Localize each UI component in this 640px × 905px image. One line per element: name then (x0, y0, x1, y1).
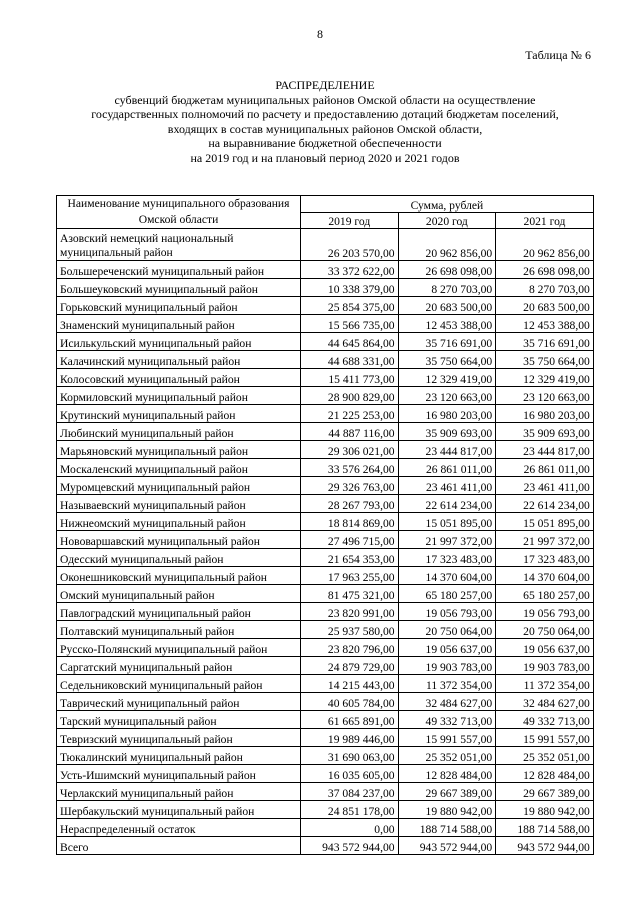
table-row (57, 405, 594, 423)
table-row (57, 315, 594, 333)
table-row (57, 819, 594, 837)
row-value-2020: 20 750 064,00 (398, 621, 496, 639)
row-value-2020: 19 903 783,00 (398, 657, 496, 675)
row-value-2020: 8 270 703,00 (398, 279, 496, 297)
row-value-2021: 26 861 011,00 (496, 459, 594, 477)
row-value-2020: 16 980 203,00 (398, 405, 496, 423)
table-row (57, 783, 594, 801)
row-name: Называевский муниципальный район (57, 495, 301, 513)
table-row (57, 369, 594, 387)
row-name: Любинский муниципальный район (57, 423, 301, 441)
row-value-2020: 15 051 895,00 (398, 513, 496, 531)
table-row (57, 711, 594, 729)
row-value-2019: 40 605 784,00 (301, 693, 399, 711)
row-value-2021: 188 714 588,00 (496, 819, 594, 837)
table-row (57, 459, 594, 477)
row-value-2021: 943 572 944,00 (496, 837, 594, 855)
row-value-2021: 19 903 783,00 (496, 657, 594, 675)
row-name: Тевризский муниципальный район (57, 729, 301, 747)
row-name: Русско-Полянский муниципальный район (57, 639, 301, 657)
table-label: Таблица № 6 (525, 48, 591, 62)
table-row (57, 567, 594, 585)
row-name: Всего (57, 837, 301, 855)
row-name: Муромцевский муниципальный район (57, 477, 301, 495)
row-value-2019: 16 035 605,00 (301, 765, 399, 783)
page-number: 8 (317, 27, 323, 41)
row-value-2020: 32 484 627,00 (398, 693, 496, 711)
header-name: Наименование муниципального образования Омской области (57, 196, 301, 229)
row-value-2019: 21 654 353,00 (301, 549, 399, 567)
table-row (57, 229, 594, 261)
table-row (57, 621, 594, 639)
row-value-2019: 29 306 021,00 (301, 441, 399, 459)
row-value-2020: 19 056 793,00 (398, 603, 496, 621)
row-value-2021: 19 056 793,00 (496, 603, 594, 621)
row-value-2019: 31 690 063,00 (301, 747, 399, 765)
row-value-2019: 24 851 178,00 (301, 801, 399, 819)
row-name: Одесский муниципальный район (57, 549, 301, 567)
row-value-2021: 19 056 637,00 (496, 639, 594, 657)
row-value-2021: 12 329 419,00 (496, 369, 594, 387)
row-name: Саргатский муниципальный район (57, 657, 301, 675)
row-name: Омский муниципальный район (57, 585, 301, 603)
table-row (57, 603, 594, 621)
row-value-2020: 15 991 557,00 (398, 729, 496, 747)
table-row (57, 531, 594, 549)
table-row (57, 387, 594, 405)
row-value-2020: 25 352 051,00 (398, 747, 496, 765)
header-year-2020: 2020 год (398, 212, 496, 229)
row-value-2020: 65 180 257,00 (398, 585, 496, 603)
row-name: Калачинский муниципальный район (57, 351, 301, 369)
title-line: на 2019 год и на плановый период 2020 и 2021 годов (190, 150, 460, 165)
row-value-2020: 49 332 713,00 (398, 711, 496, 729)
row-name: Марьяновский муниципальный район (57, 441, 301, 459)
title-line: входящих в состав муниципальных районов Омской области, (167, 121, 483, 136)
document-title (40, 78, 610, 166)
row-value-2019: 0,00 (301, 819, 399, 837)
table-row (57, 351, 594, 369)
row-value-2020: 20 962 856,00 (398, 229, 496, 261)
title-line: на выравнивание бюджетной обеспеченности (208, 136, 442, 151)
table-row (57, 477, 594, 495)
row-value-2021: 25 352 051,00 (496, 747, 594, 765)
row-value-2020: 14 370 604,00 (398, 567, 496, 585)
row-name: Колосовский муниципальный район (57, 369, 301, 387)
row-value-2021: 12 453 388,00 (496, 315, 594, 333)
row-value-2020: 22 614 234,00 (398, 495, 496, 513)
row-value-2019: 19 989 446,00 (301, 729, 399, 747)
table-row (57, 549, 594, 567)
row-value-2019: 24 879 729,00 (301, 657, 399, 675)
row-name: Тарский муниципальный район (57, 711, 301, 729)
row-value-2021: 35 909 693,00 (496, 423, 594, 441)
row-value-2021: 21 997 372,00 (496, 531, 594, 549)
row-value-2021: 22 614 234,00 (496, 495, 594, 513)
row-value-2019: 21 225 253,00 (301, 405, 399, 423)
row-name: Нераспределенный остаток (57, 819, 301, 837)
row-value-2020: 12 453 388,00 (398, 315, 496, 333)
row-value-2020: 23 444 817,00 (398, 441, 496, 459)
row-value-2020: 19 056 637,00 (398, 639, 496, 657)
row-name: Седельниковский муниципальный район (57, 675, 301, 693)
row-value-2019: 61 665 891,00 (301, 711, 399, 729)
row-value-2020: 12 329 419,00 (398, 369, 496, 387)
distribution-table (56, 195, 594, 855)
row-value-2019: 15 411 773,00 (301, 369, 399, 387)
row-name: Большеуковский муниципальный район (57, 279, 301, 297)
row-value-2021: 19 880 942,00 (496, 801, 594, 819)
row-name: Нововаршавский муниципальный район (57, 531, 301, 549)
table-row (57, 837, 594, 855)
row-value-2020: 17 323 483,00 (398, 549, 496, 567)
row-value-2019: 33 576 264,00 (301, 459, 399, 477)
row-value-2021: 16 980 203,00 (496, 405, 594, 423)
row-value-2019: 26 203 570,00 (301, 229, 399, 261)
row-name: Павлоградский муниципальный район (57, 603, 301, 621)
title-heading: РАСПРЕДЕЛЕНИЕ (275, 78, 375, 92)
row-value-2021: 23 120 663,00 (496, 387, 594, 405)
row-name: Большереченский муниципальный район (57, 261, 301, 279)
row-name: Оконешниковский муниципальный район (57, 567, 301, 585)
row-value-2020: 12 828 484,00 (398, 765, 496, 783)
table-row (57, 639, 594, 657)
row-value-2021: 20 962 856,00 (496, 229, 594, 261)
row-value-2021: 65 180 257,00 (496, 585, 594, 603)
table-row (57, 297, 594, 315)
row-value-2019: 27 496 715,00 (301, 531, 399, 549)
row-value-2021: 23 444 817,00 (496, 441, 594, 459)
row-value-2021: 15 051 895,00 (496, 513, 594, 531)
row-value-2021: 17 323 483,00 (496, 549, 594, 567)
table-row (57, 513, 594, 531)
row-value-2019: 25 937 580,00 (301, 621, 399, 639)
row-name: Знаменский муниципальный район (57, 315, 301, 333)
row-value-2021: 20 683 500,00 (496, 297, 594, 315)
table-row (57, 261, 594, 279)
header-year-2021: 2021 год (496, 212, 594, 229)
row-name: Крутинский муниципальный район (57, 405, 301, 423)
row-value-2021: 14 370 604,00 (496, 567, 594, 585)
row-name: Усть-Ишимский муниципальный район (57, 765, 301, 783)
row-value-2020: 21 997 372,00 (398, 531, 496, 549)
row-value-2019: 14 215 443,00 (301, 675, 399, 693)
header-sum: Сумма, рублей (301, 196, 594, 213)
row-value-2019: 28 267 793,00 (301, 495, 399, 513)
row-value-2019: 25 854 375,00 (301, 297, 399, 315)
row-value-2020: 35 909 693,00 (398, 423, 496, 441)
row-value-2020: 29 667 389,00 (398, 783, 496, 801)
row-name: Таврический муниципальный район (57, 693, 301, 711)
table-row (57, 441, 594, 459)
row-value-2021: 23 461 411,00 (496, 477, 594, 495)
row-value-2019: 23 820 796,00 (301, 639, 399, 657)
row-name: Горьковский муниципальный район (57, 297, 301, 315)
row-name: Полтавский муниципальный район (57, 621, 301, 639)
row-value-2020: 23 120 663,00 (398, 387, 496, 405)
row-value-2019: 15 566 735,00 (301, 315, 399, 333)
row-name: Москаленский муниципальный район (57, 459, 301, 477)
row-name: Нижнеомский муниципальный район (57, 513, 301, 531)
row-value-2019: 17 963 255,00 (301, 567, 399, 585)
header-year-2019: 2019 год (301, 212, 399, 229)
row-value-2019: 28 900 829,00 (301, 387, 399, 405)
row-value-2020: 20 683 500,00 (398, 297, 496, 315)
row-value-2020: 26 698 098,00 (398, 261, 496, 279)
row-value-2021: 8 270 703,00 (496, 279, 594, 297)
table-row (57, 747, 594, 765)
row-value-2020: 19 880 942,00 (398, 801, 496, 819)
row-value-2021: 49 332 713,00 (496, 711, 594, 729)
row-value-2019: 81 475 321,00 (301, 585, 399, 603)
table-row (57, 423, 594, 441)
row-value-2021: 26 698 098,00 (496, 261, 594, 279)
row-value-2020: 943 572 944,00 (398, 837, 496, 855)
table-row (57, 279, 594, 297)
title-line: субвенций бюджетам муниципальных районов Омской области на осуществление (114, 92, 536, 107)
row-value-2019: 23 820 991,00 (301, 603, 399, 621)
row-name: Черлакский муниципальный район (57, 783, 301, 801)
row-value-2021: 11 372 354,00 (496, 675, 594, 693)
table-row (57, 675, 594, 693)
table-body (57, 229, 594, 855)
table-row (57, 657, 594, 675)
row-value-2021: 20 750 064,00 (496, 621, 594, 639)
row-value-2020: 35 716 691,00 (398, 333, 496, 351)
row-value-2020: 188 714 588,00 (398, 819, 496, 837)
row-value-2019: 18 814 869,00 (301, 513, 399, 531)
row-value-2020: 11 372 354,00 (398, 675, 496, 693)
table-row (57, 729, 594, 747)
row-value-2021: 35 750 664,00 (496, 351, 594, 369)
row-value-2021: 29 667 389,00 (496, 783, 594, 801)
row-name: Кормиловский муниципальный район (57, 387, 301, 405)
row-value-2019: 44 887 116,00 (301, 423, 399, 441)
row-value-2019: 943 572 944,00 (301, 837, 399, 855)
row-name: Шербакульский муниципальный район (57, 801, 301, 819)
row-name: Азовский немецкий национальный муниципальный район (57, 229, 301, 261)
title-line: государственных полномочий по расчету и предоставлению дотаций бюджетам поселений, (91, 107, 559, 122)
row-value-2019: 44 645 864,00 (301, 333, 399, 351)
table-row (57, 765, 594, 783)
row-value-2019: 29 326 763,00 (301, 477, 399, 495)
table-row (57, 495, 594, 513)
row-name: Исилькульский муниципальный район (57, 333, 301, 351)
row-value-2021: 12 828 484,00 (496, 765, 594, 783)
row-value-2020: 26 861 011,00 (398, 459, 496, 477)
table-row (57, 333, 594, 351)
row-value-2021: 32 484 627,00 (496, 693, 594, 711)
table-row (57, 801, 594, 819)
row-value-2019: 37 084 237,00 (301, 783, 399, 801)
row-value-2019: 44 688 331,00 (301, 351, 399, 369)
row-value-2020: 35 750 664,00 (398, 351, 496, 369)
row-value-2019: 33 372 622,00 (301, 261, 399, 279)
table-row (57, 585, 594, 603)
table-row (57, 693, 594, 711)
row-value-2019: 10 338 379,00 (301, 279, 399, 297)
row-value-2020: 23 461 411,00 (398, 477, 496, 495)
row-value-2021: 35 716 691,00 (496, 333, 594, 351)
row-name: Тюкалинский муниципальный район (57, 747, 301, 765)
row-value-2021: 15 991 557,00 (496, 729, 594, 747)
